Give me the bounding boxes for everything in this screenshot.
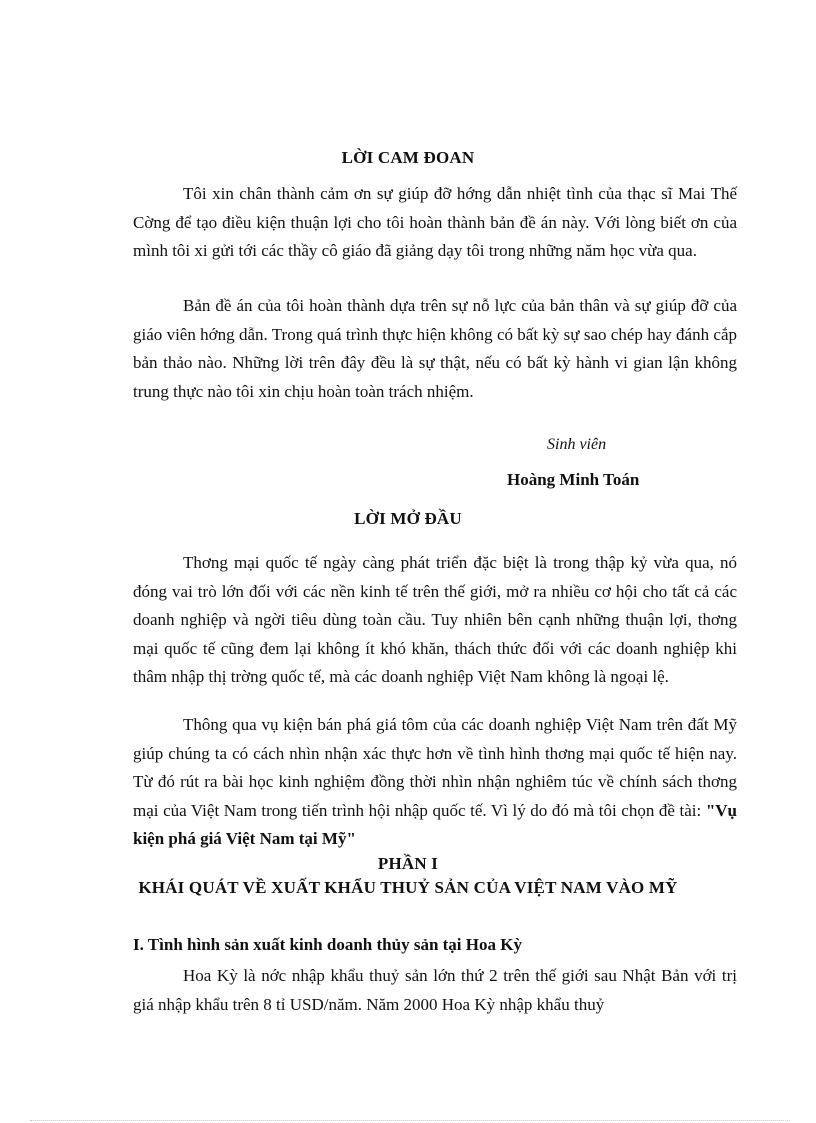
commitment-paragraph-2 (133, 292, 737, 406)
section-title-introduction: LỜI MỞ ĐẦU (354, 509, 462, 528)
part-title-number: PHẦN I (377, 854, 439, 873)
introduction-paragraph-2-text: Thông qua vụ kiện bán phá giá tôm của các doanh nghiệp Việt Nam trên đất Mỹ giúp chúng ta có cách nhìn nhận xác thực hơn về tình hình thơng mại quốc tế hiện nay. Từ đó rút ra bài học kinh nghiệm đồng thời nhìn nhận nghiêm túc về chính sách thơng mại của Việt Nam trong tiến trình hội nhập quốc tế. Vì lý do đó mà tôi chọn đề tài: (133, 715, 737, 820)
commitment-paragraph-1 (133, 180, 737, 266)
commitment-paragraph-2-text: Bản đề án của tôi hoàn thành dựa trên sự nỗ lực của bản thân và sự giúp đỡ của giáo viên hớng dẫn. Trong quá trình thực hiện không có bất kỳ sự sao chép hay đánh cắp bản thảo nào. Những lời trên đây đều là sự thật, nếu có bất kỳ hành vi gian lận không trung thực nào tôi xin chịu hoàn toàn trách nhiệm. (133, 296, 737, 401)
thesis-topic: "Vụ kiện phá giá Việt Nam tại Mỹ" (133, 800, 737, 848)
introduction-paragraph-1-text: Thơng mại quốc tế ngày càng phát triển đặc biệt là trong thập kỷ vừa qua, nó đóng vai trò lớn đối với các nền kinh tế trên thế giới, mở ra nhiều cơ hội cho tất cả các doanh nghiệp và ngời tiêu dùng toàn cầu. Tuy nhiên bên cạnh những thuận lợi, thơng mại quốc tế cũng đem lại không ít khó khăn, thách thức đối với các doanh nghiệp khi thâm nhập thị trờng quốc tế, mà các doanh nghiệp Việt Nam không là ngoại lệ. (133, 553, 737, 686)
part-title-text: KHÁI QUÁT VỀ XUẤT KHẨU THUỶ SẢN CỦA VIỆT NAM VÀO MỸ (138, 878, 678, 897)
introduction-paragraph-1 (133, 549, 737, 692)
section-title-commitment: LỜI CAM ĐOAN (341, 148, 475, 167)
signature-name: Hoàng Minh Toán (507, 470, 640, 489)
body-paragraph (133, 962, 737, 1019)
introduction-paragraph-2 (133, 711, 737, 854)
commitment-paragraph-1-text: Tôi xin chân thành cảm ơn sự giúp đỡ hớng dẫn nhiệt tình của thạc sĩ Mai Thế Cờng để tạo điều kiện thuận lợi cho tôi hoàn thành bản đề án này. Với lòng biết ơn của mình tôi xi gửi tới các thầy cô giáo đã giảng dạy tôi trong những năm học vừa qua. (133, 184, 737, 260)
signature-role: Sinh viên (547, 436, 607, 453)
body-paragraph-text: Hoa Kỳ là nớc nhập khẩu thuỷ sản lớn thứ 2 trên thế giới sau Nhật Bản với trị giá nhập khẩu trên 8 tỉ USD/năm. Năm 2000 Hoa Kỳ nhập khẩu thuỷ (133, 966, 737, 1014)
page-bottom-divider (30, 1120, 790, 1121)
section-heading: I. Tình hình sản xuất kinh doanh thủy sản tại Hoa Kỳ (133, 935, 522, 954)
